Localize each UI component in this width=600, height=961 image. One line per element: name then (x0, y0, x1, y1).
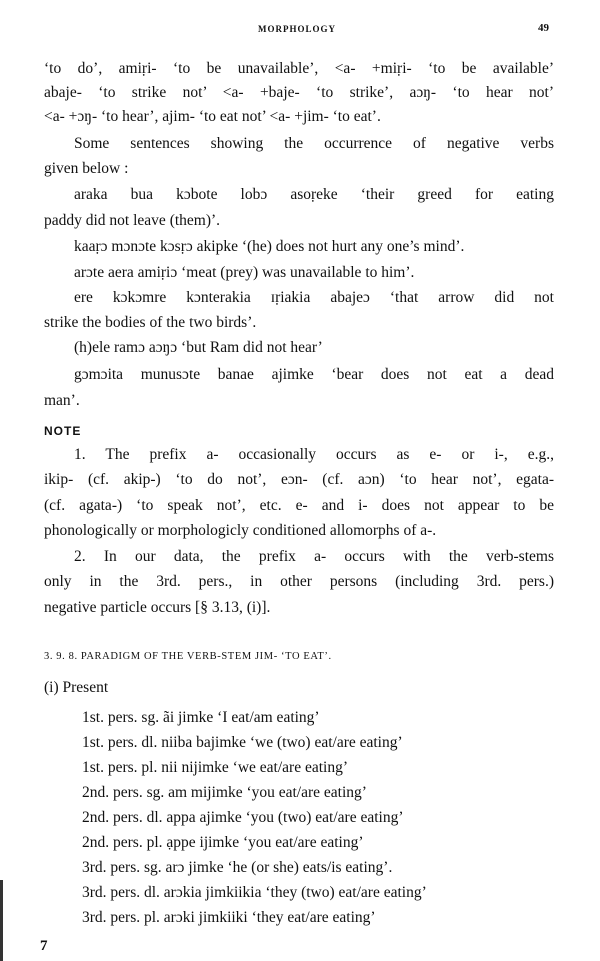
text-line: paddy did not leave (them)’. (44, 212, 221, 229)
text-line: negative particle occurs [§ 3.13, (i)]. (44, 599, 271, 616)
text-line: arɔte aera amiṛiɔ ‘meat (prey) was unavailable to him’. (74, 264, 415, 281)
text-line: given below : (44, 160, 129, 177)
text-line: ‘to do’, amiṛi- ‘to be unavailable’, <a- +miṛi- ‘to be available’ (44, 60, 554, 77)
text-line: kaaṛɔ mɔnɔte kɔsṛɔ akipke ‘(he) does not hurt any one’s mind’. (74, 238, 465, 255)
text-line: <a- +ɔŋ- ‘to hear’, ajim- ‘to eat not’ <a- +jim- ‘to eat’. (44, 108, 381, 125)
text-line: strike the bodies of the two birds’. (44, 314, 257, 331)
signature-mark: 7 (40, 938, 48, 954)
text-line: only in the 3rd. pers., in other persons (including 3rd. pers.) (44, 573, 554, 590)
margin-rule (0, 880, 3, 961)
paradigm-line: 2nd. pers. sg. am mijimke ‘you eat/are eating’ (82, 784, 367, 801)
text-line: ere kɔkɔmre kɔnterakia ɪṛiakia abajeɔ ‘that arrow did not (74, 289, 554, 306)
text-line: 2. In our data, the prefix a- occurs with the verb-stems (74, 548, 554, 565)
paradigm-line: 1st. pers. sg. ãi jimke ‘I eat/am eating’ (82, 709, 320, 726)
text-line: Some sentences showing the occurrence of negative verbs (74, 135, 554, 152)
text-line: gɔmɔita munusɔte banae ajimke ‘bear does not eat a dead (74, 366, 554, 383)
paradigm-line: 3rd. pers. pl. arɔki jimkiiki ‘they eat/are eating’ (82, 909, 376, 926)
subsection-heading: (i) Present (44, 679, 109, 696)
text-line: abaje- ‘to strike not’ <a- +baje- ‘to strike’, aɔŋ- ‘to hear not’ (44, 84, 554, 101)
text-line: araka bua kɔbote lobɔ asoṛeke ‘their greed for eating (74, 186, 554, 203)
text-line: (h)ele ramɔ aɔŋɔ ‘but Ram did not hear’ (74, 339, 323, 356)
paradigm-line: 2nd. pers. dl. appa ajimke ‘you (two) eat/are eating’ (82, 809, 404, 826)
page-number: 49 (538, 22, 549, 34)
paradigm-line: 1st. pers. dl. niiba bajimke ‘we (two) eat/are eating’ (82, 734, 403, 751)
paradigm-line: 3rd. pers. dl. arɔkia jimkiikia ‘they (two) eat/are eating’ (82, 884, 427, 901)
section-heading: 3. 9. 8. PARADIGM OF THE VERB-STEM JIM- ‘TO EAT’. (44, 651, 332, 662)
text-line: phonologically or morphologicly conditioned allomorphs of a-. (44, 522, 437, 539)
page-header (0, 22, 600, 38)
paradigm-line: 3rd. pers. sg. arɔ jimke ‘he (or she) eats/is eating’. (82, 859, 393, 876)
running-title: MORPHOLOGY (258, 24, 336, 34)
note-heading: NOTE (44, 424, 82, 438)
text-line: man’. (44, 392, 80, 409)
text-line: 1. The prefix a- occasionally occurs as e- or i-, e.g., (74, 446, 554, 463)
paradigm-line: 2nd. pers. pl. ạppe ijimke ‘you eat/are eating’ (82, 834, 364, 851)
text-line: ikip- (cf. akip-) ‘to do not’, eɔn- (cf. aɔn) ‘to hear not’, egata- (44, 471, 554, 488)
paradigm-line: 1st. pers. pl. nii nijimke ‘we eat/are eating’ (82, 759, 348, 776)
text-line: (cf. agata-) ‘to speak not’, etc. e- and i- does not appear to be (44, 497, 554, 514)
